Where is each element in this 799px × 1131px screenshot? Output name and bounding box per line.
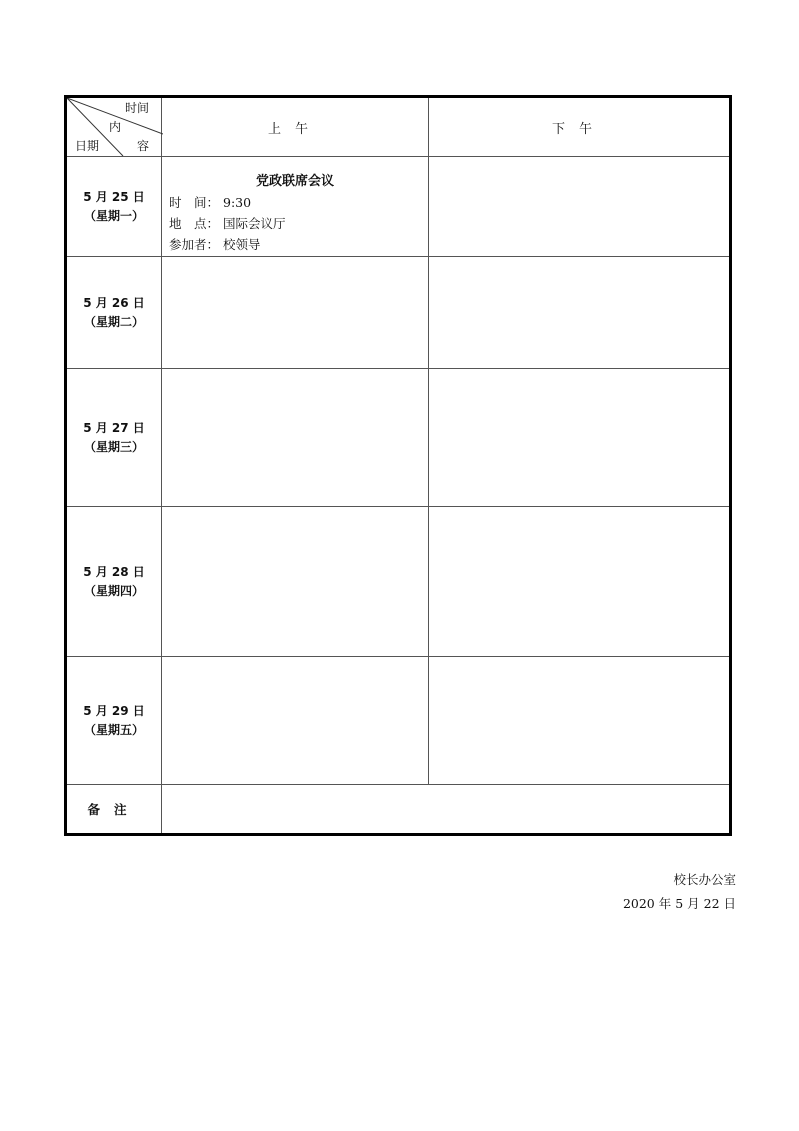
- date-cell: [66, 157, 162, 257]
- meeting-attendees-line: [169, 234, 428, 255]
- date-cell: [66, 369, 162, 507]
- meeting-entry: [162, 159, 428, 255]
- issue-date: 2020 年 5 月 22 日: [622, 896, 736, 911]
- afternoon-cell: [429, 157, 731, 257]
- morning-cell: [162, 507, 429, 657]
- day-row-fri: [66, 657, 731, 785]
- day-row-thu: [66, 507, 731, 657]
- notes-cell: [162, 785, 731, 835]
- date-text: 5 月 26 日: [83, 295, 145, 310]
- date-text: 5 月 29 日: [83, 703, 145, 718]
- date-text: 5 月 27 日: [83, 420, 145, 435]
- meeting-time-line: [169, 192, 428, 213]
- weekday-text: （星期二）: [83, 314, 144, 329]
- weekday-text: （星期三）: [83, 439, 144, 454]
- day-row-tue: [66, 257, 731, 369]
- corner-label-content-1: 内: [108, 120, 121, 134]
- notes-row: [66, 785, 731, 835]
- day-row-wed: [66, 369, 731, 507]
- weekly-schedule-table: [64, 95, 732, 836]
- date-text: 5 月 25 日: [83, 189, 145, 204]
- weekday-text: （星期四）: [83, 583, 144, 598]
- meeting-attendees-label: 参加者：: [169, 236, 220, 252]
- meeting-time-label: 时 间：: [169, 194, 220, 210]
- meeting-place-value: 国际会议厅: [223, 215, 286, 231]
- header-row: [66, 97, 731, 157]
- issuer-office: 校长办公室: [673, 872, 736, 887]
- header-afternoon: 下午: [429, 97, 731, 157]
- corner-label-content-2: 容: [136, 139, 149, 153]
- meeting-title: 党政联席会议: [255, 173, 334, 189]
- meeting-place-line: [169, 213, 428, 234]
- date-cell: [66, 507, 162, 657]
- afternoon-cell: [429, 657, 731, 785]
- date-cell: [66, 657, 162, 785]
- weekday-text: （星期一）: [83, 208, 144, 223]
- afternoon-cell: [429, 257, 731, 369]
- corner-label-date: 日期: [75, 139, 100, 153]
- header-corner-cell: [66, 97, 162, 157]
- morning-cell: [162, 369, 429, 507]
- header-morning: 上午: [162, 97, 429, 157]
- afternoon-cell: [429, 507, 731, 657]
- date-text: 5 月 28 日: [83, 564, 145, 579]
- corner-label-time: 时间: [124, 101, 149, 115]
- date-cell: [66, 257, 162, 369]
- meeting-place-label: 地 点：: [169, 215, 220, 231]
- morning-cell: [162, 657, 429, 785]
- notes-label: 备注: [66, 785, 162, 835]
- morning-cell: [162, 257, 429, 369]
- meeting-attendees-value: 校领导: [223, 236, 261, 252]
- afternoon-cell: [429, 369, 731, 507]
- morning-cell: [162, 157, 429, 257]
- day-row-mon: [66, 157, 731, 257]
- weekday-text: （星期五）: [83, 722, 144, 737]
- meeting-time-value: 9:30: [223, 194, 252, 210]
